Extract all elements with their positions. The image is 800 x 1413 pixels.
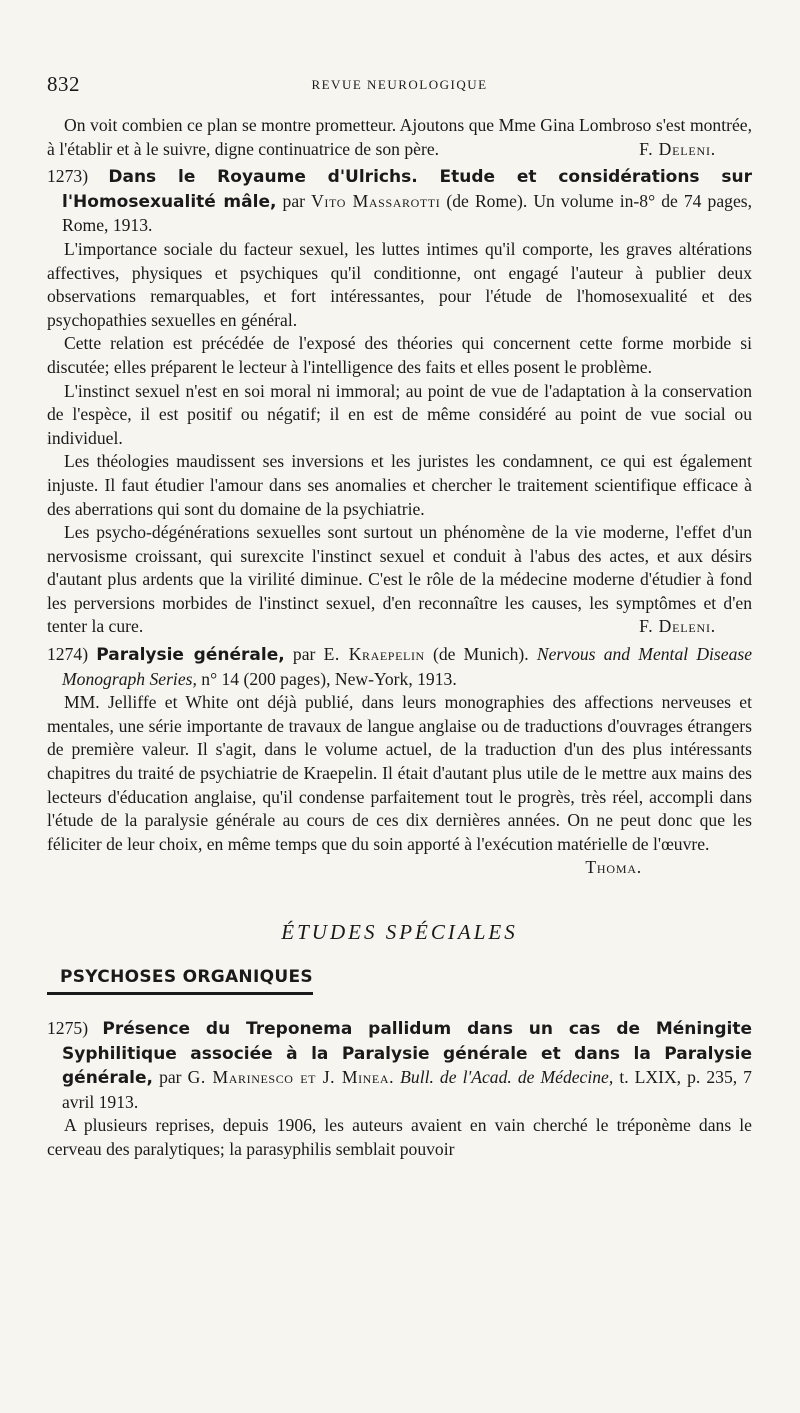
page-number: 832 <box>47 72 80 96</box>
intro-text: On voit combien ce plan se montre prometteur. Ajoutons que Mme Gina Lombroso s'est montrée, à l'établir et à le suivre, digne continuatrice de son père. <box>47 115 752 159</box>
section-title: ÉTUDES SPÉCIALES <box>281 920 518 944</box>
entry-1274-heading <box>47 643 752 691</box>
entry-1275-heading <box>47 1017 752 1114</box>
entry-1273-paragraph: L'instinct sexuel n'est en soi moral ni immoral; au point de vue de l'adaptation à la conservation de l'espèce, il est positif ou négatif; il en est de même considéré au point de vue social ou individuel. <box>47 380 752 448</box>
entry-1274-journal: Nervous and Mental Disease Monograph Series, <box>62 644 753 689</box>
entry-1274-title: Paralysie générale, <box>96 645 285 666</box>
entry-1273-by: par <box>282 190 305 211</box>
page-header <box>47 68 752 98</box>
entry-1274-signature: Thoma. <box>585 857 642 878</box>
entry-1273-details: (de Rome). Un volume in-8° de 74 pages, Rome, 1913. <box>62 190 753 236</box>
entry-1274-by: par <box>292 644 316 665</box>
subsection-title: PSYCHOSES ORGANIQUES <box>47 967 313 995</box>
entry-1274-author: E. Kraepelin <box>323 644 425 665</box>
intro-signature: F. Deleni. <box>639 138 716 159</box>
entry-1273-paragraph: Les théologies maudissent ses inversions et les juristes les condamnent, ce qui est également injuste. Il faut étudier l'amour dans ses anomalies et chercher le traitement scientifique efficace à des aberrations qui sont du domaine de la psychiatrie. <box>47 451 752 519</box>
entry-1273-signature: F. Deleni. <box>639 616 716 637</box>
entry-1274-body <box>47 691 752 878</box>
entry-1274-number: 1274) <box>47 644 89 665</box>
entry-1275-number: 1275) <box>47 1018 89 1038</box>
entry-1275-title: Présence du Treponema pallidum dans un cas de Méningite Syphilitique associée à la Paralysie générale et dans la Paralysie générale, <box>62 1019 752 1089</box>
entry-1274-details: n° 14 (200 pages), New-York, 1913. <box>201 668 457 689</box>
entry-1273-number: 1273) <box>47 166 89 187</box>
entry-1273-paragraph: L'importance sociale du facteur sexuel, les luttes intimes qu'il comporte, les graves altérations affectives, physiques et psychiques qu'il conditionne, ont engagé l'auteur à publier deux observations remarquables, et fort intéressantes, pour l'étude de l'homosexualité et des psychopathies sexuelles en général. <box>47 238 752 330</box>
entry-1273-last-paragraph <box>47 521 752 639</box>
entry-1274-paragraph: MM. Jelliffe et White ont déjà publié, dans leurs monographies des affections nerveuses et mentales, une série importante de travaux de langue anglaise ou de traductions d'ouvrages étrangers de première valeur. Il s'agit, dans le volume actuel, de la traduction d'un des plus intéressants chapitres du traité de psychiatrie de Kraepelin. Il était d'autant plus utile de le mettre aux mains des lecteurs d'éducation anglaise, qu'il condense parfaitement tout le progrès, très réel, accompli dans l'étude de la paralysie générale au cours de ces dix dernières années. On ne peut donc que les féliciter de leur choix, en même temps que du soin apporté à l'exécution matérielle de l'œuvre. <box>47 692 752 854</box>
running-title: REVUE NEUROLOGIQUE <box>311 77 488 92</box>
entry-1273-title: Dans le Royaume d'Ulrichs. Etude et considérations sur l'Homosexualité mâle, <box>62 167 752 212</box>
entry-1275-by: par <box>159 1067 182 1088</box>
entry-1274-author-location: (de Munich). <box>433 644 529 665</box>
entry-1273-heading <box>47 165 752 238</box>
entry-1275-details: t. LXIX, p. 235, 7 avril 1913. <box>62 1067 752 1112</box>
entry-1275-paragraph: A plusieurs reprises, depuis 1906, les auteurs avaient en vain cherché le tréponème dans le cerveau des paralytiques; la parasyphilis semblait pouvoir <box>47 1115 752 1159</box>
intro-paragraph <box>47 114 752 161</box>
entry-1275-authors: G. Marinesco et J. Minea. <box>187 1067 395 1088</box>
entry-1273-paragraph: Les psycho-dégénérations sexuelles sont surtout un phénomène de la vie moderne, l'effet d'un nervosisme croissant, qui surexcite l'instinct sexuel et conduit à l'abus des actes, et aux désirs d'autant plus ardents que la virilité diminue. C'est le rôle de la médecine moderne d'étudier à fond les perversions morbides de l'instinct sexuel, d'en reconnaître les causes, les symptômes et d'en tenter la cure. <box>47 522 752 637</box>
entry-1273-author: Vito Massarotti <box>311 190 441 211</box>
entry-1275-journal: Bull. de l'Acad. de Médecine, <box>400 1067 614 1088</box>
entry-1273-paragraph: Cette relation est précédée de l'exposé des théories qui concernent cette forme morbide si discutée; elles préparent le lecteur à l'intelligence des faits et elles posent le problème. <box>47 333 752 377</box>
